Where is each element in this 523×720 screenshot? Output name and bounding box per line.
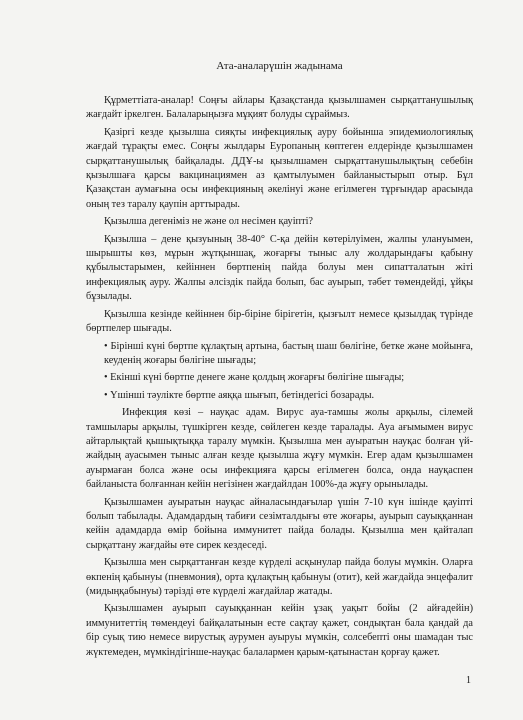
paragraph-6: Инфекция көзі – науқас адам. Вирус ауа-тамшы жолы арқылы, сілемей тамшылары арқылы, түшкірген кезде, сөйлеген кезде таралады. Ауа ағымымен вирус айтарлықтай қышықтыққа таралу мүмкін. Қызылша мен ауыратын науқас болған үй-жайдың ауасымен тыныс алған кезде қызылша жұғу мүмкін. Егер адам қызылшамен ауырмаған болса және осы инфекцияға қарсы егілмеген болса, онда науқаспен байланыста болғаннан кейін негізінен жағдайлдан 100%-да жұғу орынылады. xyxy=(86,407,473,491)
paragraph-1: Құрметтіата-аналар! Соңғы айлары Қазақстанда қызылшамен сырқаттанушылық жағдайт іркелген. Балаларыңызға мұқият болуды сұраймыз. xyxy=(86,95,473,121)
paragraph-5: Қызылша кезінде кейіннен бір-біріне бірігетін, қызғылт немесе қызылдақ түрінде бөртпелер шығады. xyxy=(86,308,473,335)
paragraph-9: Қызылшамен ауырып сауыққаннан кейін ұзақ уақыт бойы (2 айғадейін) иммунитеттің төмендеуі байқалатынын есте сақтау қажет, сондықтан бала қандай да бір суық тию немесе вирустық аурумен ауыруы мүмкін, солсебепті оны шамадан тыс жүктемеден, мүмкіндігінше-науқас балалармен қарым-қатынастан қорғау қажет. xyxy=(86,603,473,658)
paragraph-7: Қызылшамен ауыратын науқас айналасындағылар үшін 7-10 күн ішінде қауіпті болып табылады. Адамдардың табиғи сезімталдығы өте жоғары, ауырып сауыққаннан кейін адамдарда өмір бойына иммунитет пайда болады. Қызылша мен қайталап сырқаттану жағдайы өте сирек кездеседі. xyxy=(86,496,473,551)
paragraph-2: Қазіргі кезде қызылша сияқты инфекциялық ауру бойынша эпидемиологиялық жағдай тұрақты емес. Соңғы жылдары Еуропаның көптеген елдерінде қызылшамен сырқаттанушылық байқалады. ДДҰ-ы қызылшамен сырқаттанушылықтың себебін қызылшаға қарсы вакцинациямен аз қамтылуымен байланыстырып отыр. Бұл Қазақстан аумағына осы инфекцияның әкелінуі және егілмеген тұрғындар арасында оның тез таралу қаупін арттырады. xyxy=(86,126,473,210)
bullet-item-1: • Бірінші күні бөртпе құлақтың артына, бастың шаш бөлігіне, бетке және мойынға, кеуденің жоғары бөлігіне шығады; xyxy=(104,340,473,366)
paragraph-8: Қызылша мен сырқаттанған кезде күрделі асқынулар пайда болуы мүмкін. Оларға өкпенің қабынуы (пневмония), орта құлақтың қабынуы (отит), кей жағдайда энцефалит (мидыңқабынуы) тәрізді өте күрделі жағдайлар жатады. xyxy=(86,557,473,597)
page-number: 1 xyxy=(466,675,471,686)
paragraph-3: Қызылша дегеніміз не және ол несімен қауіпті? xyxy=(104,216,313,228)
bullet-item-2: • Екінші күні бөртпе денеге және қолдың жоғарғы бөлігіне шығады; xyxy=(104,372,405,384)
document-title: Ата-аналарүшін жадынама xyxy=(216,60,343,72)
bullet-item-3: • Үшінші тәулікте бөртпе аяққа шығып, бетіндегісі бозарады. xyxy=(104,389,375,401)
paragraph-4: Қызылша – дене қызуының 38-40° С-қа дейін көтерілуімен, жалпы улануымен, шырышты көз, мұрын жұтқыншақ, жоғарғы тыныс алу жолдарындағы қабыну құбылыстарымен, кейіннен бөртпенің пайда болуы мен сипатталатын жіті инфекциялық ауру. Жалпы әлсіздік пайда болып, бас ауырып, тәбет төмендейді, ұйқы бұзылады. xyxy=(86,233,473,303)
